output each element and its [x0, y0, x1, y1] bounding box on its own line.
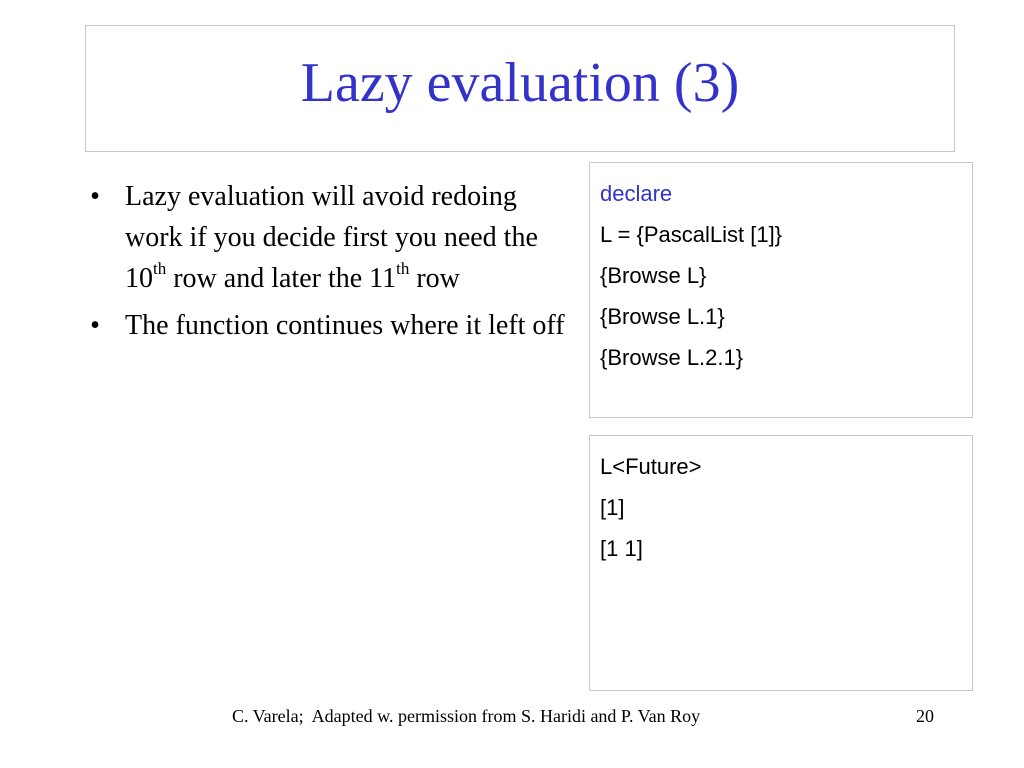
bullet-text-part: row [409, 263, 460, 294]
bullet-marker: • [90, 181, 100, 212]
bullet-item [85, 305, 575, 346]
code-line: L = {PascalList [1]} [600, 222, 783, 247]
bullet-list [85, 176, 575, 352]
bullet-text-part: row and later the 11 [166, 263, 397, 294]
code-line: declare [600, 181, 673, 206]
bullet-text-part: Lazy evaluation will avoid redoing work if you decide first you need the 10 [125, 181, 538, 294]
bullet-item [85, 176, 575, 299]
superscript: th [396, 258, 410, 278]
title-box [85, 25, 955, 152]
code-line: {Browse L.2.1} [600, 345, 744, 370]
output-line: L<Future> [600, 454, 702, 479]
code-output-box [589, 435, 973, 691]
bullet-text: The function continues where it left off [125, 310, 565, 341]
slide-title: Lazy evaluation (3) [300, 51, 740, 114]
code-line: {Browse L.1} [600, 304, 725, 329]
superscript: th [153, 258, 167, 278]
footer-credit: C. Varela; Adapted w. permission from S. Haridi and P. Van Roy [232, 706, 701, 726]
bullet-marker: • [90, 310, 100, 341]
output-line: [1 1] [600, 536, 643, 561]
page-number: 20 [916, 706, 934, 726]
code-input-box [589, 162, 973, 418]
output-line: [1] [600, 495, 625, 520]
code-line: {Browse L} [600, 263, 707, 288]
